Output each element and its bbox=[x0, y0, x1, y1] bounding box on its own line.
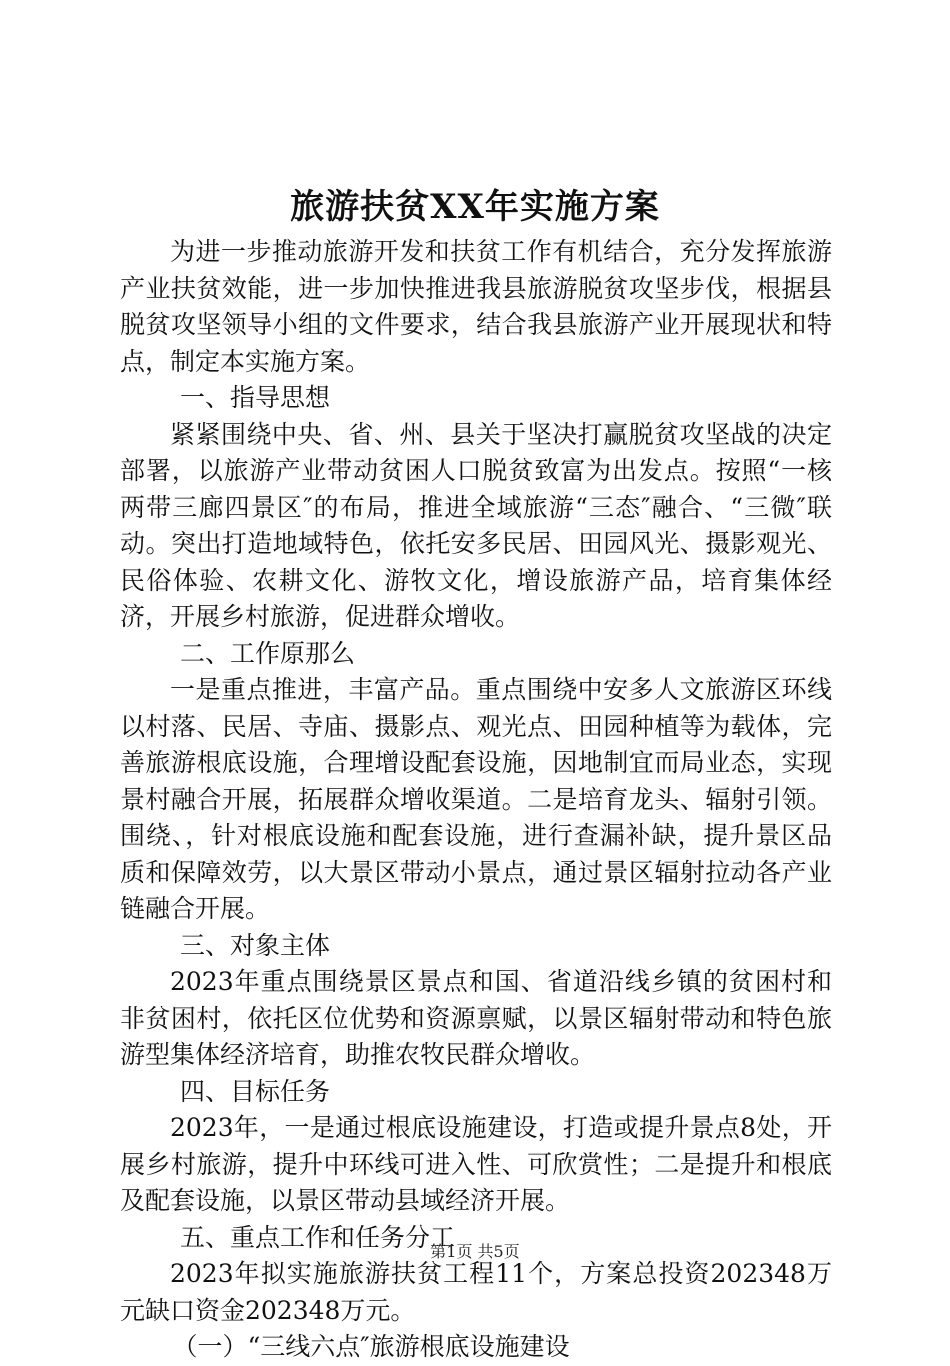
section-heading-target-subjects: 三、对象主体 bbox=[180, 930, 331, 960]
intro-paragraph: 为进一步推动旅游开发和扶贫工作有机结合，充分发挥旅游产业扶贫效能，进一步加快推进我县旅游脱贫攻坚步伐，根据县脱贫攻坚领导小组的文件要求，结合我县旅游产业开展现状和特点，制定本实施方案。 bbox=[120, 237, 832, 376]
subsection-heading-infrastructure: （一）“三线六点″旅游根底设施建设 bbox=[172, 1332, 570, 1361]
section-heading-key-work: 五、重点工作和任务分工 bbox=[180, 1222, 456, 1252]
work-principles-paragraph: 一是重点推进，丰富产品。重点围绕中安多人文旅游区环线以村落、民居、寺庙、摄影点、观光点、田园种植等为载体，完善旅游根底设施，合理增设配套设施，因地制宜而局业态，实现景村融合开展，拓展群众增收渠道。二是培育龙头、辐射引领。围绕、，针对根底设施和配套设施，进行查漏补缺，提升景区品质和保障效劳，以大景区带动小景点，通过景区辐射拉动各产业链融合开展。 bbox=[120, 675, 832, 923]
guiding-ideology-paragraph: 紧紧围绕中央、省、州、县关于坚决打赢脱贫攻坚战的决定部署，以旅游产业带动贫困人口脱贫致富为出发点。按照“一核两带三廊四景区″的布局，推进全域旅游“三态″融合、“三微″联动。突出打造地域特色，依托安多民居、田园风光、摄影观光、民俗体验、农耕文化、游牧文化，增设旅游产品，培育集体经济，开展乡村旅游，促进群众增收。 bbox=[120, 419, 832, 631]
target-subjects-paragraph: 2023年重点围绕景区景点和国、省道沿线乡镇的贫困村和非贫困村，依托区位优势和资源禀赋，以景区辐射带动和特色旅游型集体经济培育，助推农牧民群众增收。 bbox=[120, 967, 832, 1069]
section-heading-goals-tasks: 四、目标任务 bbox=[180, 1076, 331, 1106]
page-number-footer: 第1页 共5页 bbox=[430, 1242, 520, 1261]
document-body bbox=[120, 234, 832, 1366]
goals-tasks-paragraph: 2023年，一是通过根底设施建设，打造或提升景点8处，开展乡村旅游，提升中环线可进入性、可欣赏性；二是提升和根底及配套设施，以景区带动县域经济开展。 bbox=[120, 1113, 832, 1215]
key-work-paragraph: 2023年拟实施旅游扶贫工程11个，方案总投资202348万元缺口资金202348万元。 bbox=[120, 1259, 832, 1325]
section-heading-guiding-ideology: 一、指导思想 bbox=[180, 383, 331, 412]
section-heading-work-principles: 二、工作原那么 bbox=[180, 638, 356, 668]
document-title: 旅游扶贫XX年实施方案 bbox=[290, 187, 660, 227]
